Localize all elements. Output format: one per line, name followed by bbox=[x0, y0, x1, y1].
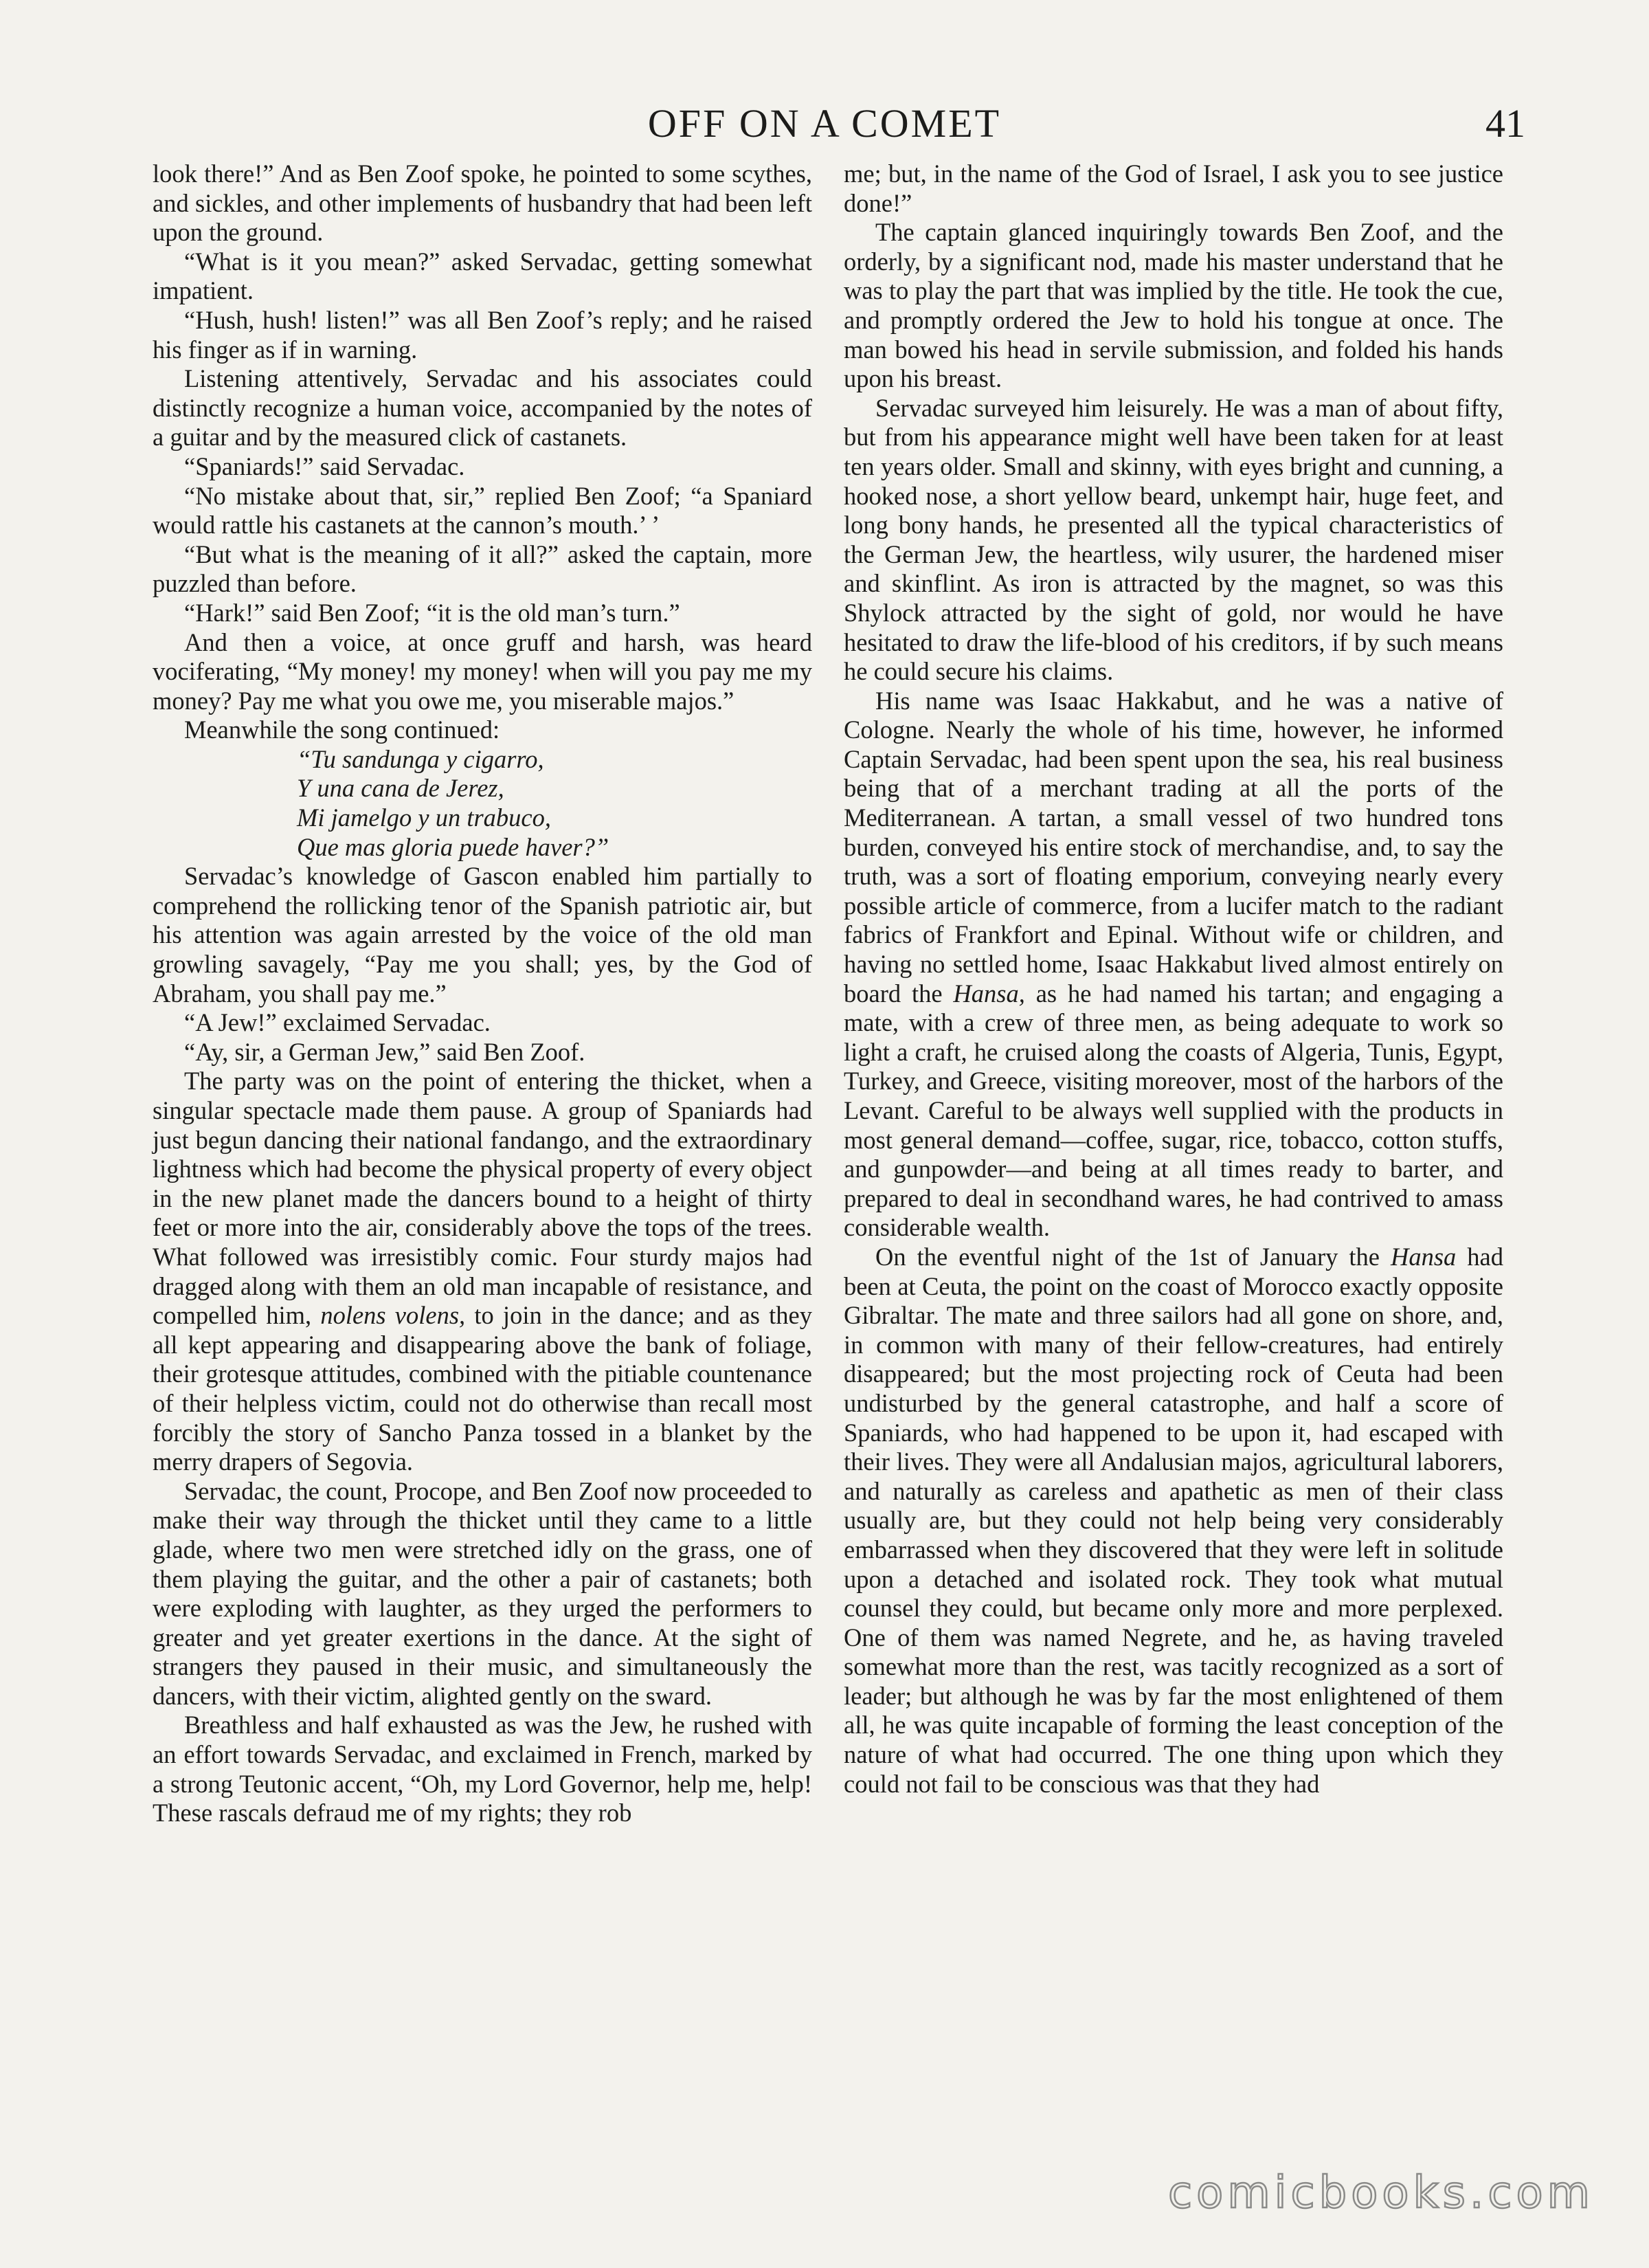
paragraph: Servadac’s knowledge of Gascon enabled him partially to comprehend the rollicking tenor of the Spanish patriotic air, but his attention was again arrested by the voice of the old man growling savagely, “Pay me you shall; yes, by the God of Abraham, you shall pay me.” bbox=[153, 862, 812, 1008]
paragraph: “A Jew!” exclaimed Servadac. bbox=[184, 1008, 491, 1037]
paragraph: “What is it you mean?” asked Servadac, getting somewhat impatient. bbox=[153, 247, 812, 305]
paragraph: “Ay, sir, a German Jew,” said Ben Zoof. bbox=[184, 1037, 585, 1066]
page-header bbox=[0, 96, 1649, 151]
paragraph: Servadac, the count, Procope, and Ben Zoof now proceeded to make their way through the thicket until they came to a little glade, where two men were stretched idly on the grass, one of them playing the guitar, and the other a pair of castanets; both were exploding with laughter, as they urged the performers to greater and yet greater exertions in the dance. At the sight of strangers they paused in their music, and simultaneously the dancers, with their victim, alighted gently on the sward. bbox=[153, 1476, 812, 1710]
text-run: On the eventful night of the 1st of January the bbox=[875, 1242, 1391, 1271]
song-verse bbox=[297, 745, 812, 862]
paragraph bbox=[844, 1243, 1503, 1799]
paragraph bbox=[844, 687, 1503, 1243]
paragraph: “Spaniards!” said Servadac. bbox=[184, 452, 465, 480]
ship-name: Hansa bbox=[1390, 1242, 1457, 1271]
text-run: to join in the dance; and as they all kept appearing and disappearing above the bank of foliage, their grotesque attitudes, combined with the pitiable countenance of their helpless victim, could not do otherwise than recall most forcibly the story of Sancho Panza tossed in a blanket by the merry drapers of Segovia. bbox=[153, 1301, 813, 1476]
verse-line: Y una cana de Jerez, bbox=[297, 774, 504, 803]
verse-line: “Tu sandunga y cigarro, bbox=[297, 744, 544, 773]
paragraph: “But what is the meaning of it all?” asked the captain, more puzzled than before. bbox=[153, 540, 812, 598]
text-run: had been at Ceuta, the point on the coast of Morocco exactly opposite Gibraltar. The mate and three sailors had all gone on shore, and, in common with many of their fellow-creatures, had entirely disappeared; but the most projecting rock of Ceuta had been undisturbed by the general catastrophe, and half a score of Spaniards, who had happened to be upon it, had escaped with their lives. They were all Andalusian majos, agricultural laborers, and naturally as careless and apathetic as men of their class usually are, but they could not help being very considerably embarrassed when they discovered that they were left in solitude upon a detached and isolated rock. They took what mutual counsel they could, but became only more and more perplexed. One of them was named Negrete, and he, as having traveled somewhat more than the rest, was tacitly recognized as a sort of leader; but although he was by far the most enlightened of them all, he was quite incapable of forming the least conception of the nature of what had occurred. The one thing upon which they could not fail to be conscious was that they had bbox=[844, 1242, 1504, 1798]
paragraph: Meanwhile the song continued: bbox=[184, 715, 500, 744]
paragraph: And then a voice, at once gruff and harsh, was heard vociferating, “My money! my money! when will you pay me my money? Pay me what you owe me, you miserable majos.” bbox=[153, 627, 812, 715]
paragraph: The captain glanced inquiringly towards Ben Zoof, and the orderly, by a significant nod, made his master understand that he was to play the part that was implied by the title. He took the cue, and promptly ordered the Jew to hold his tongue at once. The man bowed his head in servile submission, and folded his hands upon his breast. bbox=[844, 218, 1503, 393]
paragraph: Breathless and half exhausted as was the Jew, he rushed with an effort towards Servadac, and exclaimed in French, marked by a strong Teutonic accent, “Oh, my Lord Governor, help me, help! These rascals defraud me of my rights; they rob bbox=[153, 1711, 812, 1827]
page-number: 41 bbox=[1485, 101, 1525, 146]
text-run: as he had named his tartan; and engaging a mate, with a crew of three men, as being adequate to work so light a craft, he cruised along the coasts of Algeria, Tunis, Egypt, Turkey, and Greece, visiting moreover, most of the harbors of the Levant. Careful to be always well supplied with the products in most general demand—coffee, sugar, rice, tobacco, cotton stuffs, and gunpowder—and being at all times ready to barter, and prepared to deal in secondhand wares, he had contrived to amass considerable wealth. bbox=[844, 979, 1503, 1242]
paragraph: “Hush, hush! listen!” was all Ben Zoof’s reply; and he raised his finger as if in warning. bbox=[153, 305, 812, 364]
site-watermark: comicbooks.com bbox=[1167, 2168, 1594, 2219]
paragraph: “No mistake about that, sir,” replied Ben Zoof; “a Spaniard would rattle his castanets at the cannon’s mouth.’ ’ bbox=[153, 481, 812, 540]
italic-phrase: nolens volens, bbox=[320, 1301, 466, 1330]
ship-name: Hansa, bbox=[953, 979, 1025, 1008]
paragraph: Servadac surveyed him leisurely. He was a man of about fifty, but from his appearance might well have been taken for at least ten years older. Small and skinny, with eyes bright and cunning, a hooked nose, a short yellow beard, unkempt hair, huge feet, and long bony hands, he presented all the typical characteristics of the German Jew, the heartless, wily usurer, the hardened miser and skinflint. As iron is attracted by the magnet, so was this Shylock attracted by the sight of gold, nor would he have hesitated to draw the life-blood of his creditors, if by such means he could secure his claims. bbox=[844, 393, 1503, 686]
text-run: The party was on the point of entering the thicket, when a singular spectacle made them pause. A group of Spaniards had just begun dancing their national fandango, and the extraordinary lightness which had become the physical property of every object in the new planet made the dancers bound to a height of thirty feet or more into the air, considerably above the tops of the trees. What followed was irresistibly comic. Four sturdy majos had dragged along with them an old man incapable of resistance, and compelled him, bbox=[153, 1067, 812, 1330]
running-title: OFF ON A COMET bbox=[647, 101, 1002, 146]
left-column bbox=[153, 159, 812, 1828]
paragraph: “Hark!” said Ben Zoof; “it is the old man’s turn.” bbox=[184, 598, 680, 627]
text-run: His name was Isaac Hakkabut, and he was a native of Cologne. Nearly the whole of his time, however, he informed Captain Servadac, had been spent upon the sea, his real business being that of a merchant trading at all the ports of the Mediterranean. A tartan, a small vessel of two hundred tons burden, conveyed his entire stock of merchandise, and, to say the truth, was a sort of floating emporium, conveying nearly every possible article of commerce, from a lucifer match to the radiant fabrics of Frankfort and Epinal. Without wife or children, and having no settled home, Isaac Hakkabut lived almost entirely on board the bbox=[844, 686, 1503, 1008]
right-column bbox=[844, 159, 1503, 1799]
paragraph: look there!” And as Ben Zoof spoke, he pointed to some scythes, and sickles, and other implements of husbandry that had been left upon the ground. bbox=[153, 159, 812, 247]
verse-line: Mi jamelgo y un trabuco, bbox=[297, 803, 552, 832]
verse-line: Que mas gloria puede haver?” bbox=[297, 832, 609, 861]
paragraph: Listening attentively, Servadac and his associates could distinctly recognize a human voice, accompanied by the notes of a guitar and by the measured click of castanets. bbox=[153, 364, 812, 452]
paragraph bbox=[153, 1067, 812, 1476]
paragraph: me; but, in the name of the God of Israel, I ask you to see justice done!” bbox=[844, 159, 1503, 217]
